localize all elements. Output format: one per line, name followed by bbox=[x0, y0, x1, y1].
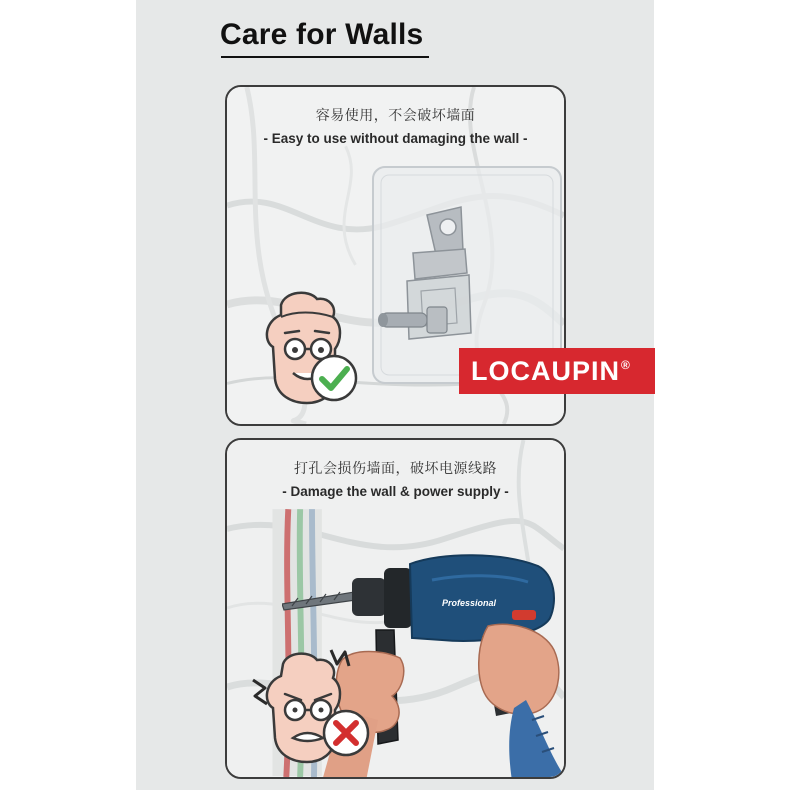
cross-icon bbox=[321, 708, 371, 758]
caption-en: - Damage the wall & power supply - bbox=[282, 484, 509, 499]
panel-drill-damage bbox=[225, 438, 566, 779]
caption-zh: 容易使用，不会破坏墙面 bbox=[315, 108, 476, 124]
page-title: Care for Walls bbox=[220, 18, 424, 51]
brand-name: LOCAUPIN bbox=[471, 356, 620, 386]
caption-en: - Easy to use without damaging the wall - bbox=[263, 131, 528, 146]
brand-registered-mark: ® bbox=[621, 358, 630, 372]
caption-zh: 打孔会损伤墙面，破坏电源线路 bbox=[294, 461, 497, 477]
drill-brand-label: Professional bbox=[442, 598, 497, 608]
check-icon bbox=[309, 353, 359, 403]
title-underline bbox=[221, 56, 429, 58]
locaupin-logo bbox=[459, 348, 655, 394]
